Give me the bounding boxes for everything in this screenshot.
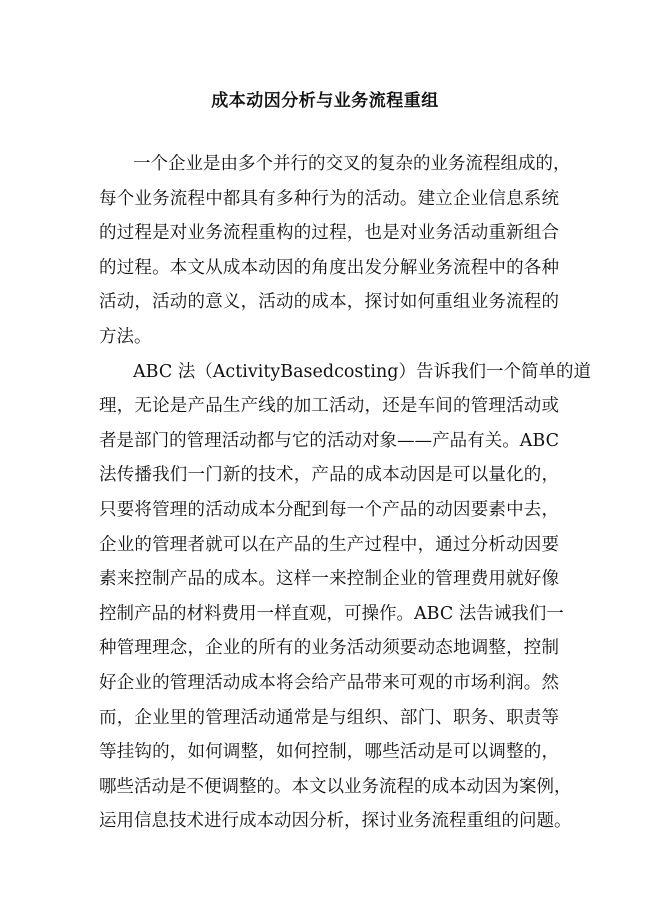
paragraph-line: 种管理理念，企业的所有的业务活动须要动态地调整，控制 [99, 638, 559, 659]
paragraph-line: 素来控制产品的成本。这样一来控制企业的管理费用就好像 [99, 569, 559, 590]
paragraph-line: 者是部门的管理活动都与它的活动对象——产品有关。ABC [99, 430, 559, 451]
paragraph-line: 好企业的管理活动成本将会给产品带来可观的市场利润。然 [99, 672, 559, 693]
paragraph-line: 等挂钩的，如何调整，如何控制，哪些活动是可以调整的， [99, 742, 559, 763]
paragraph-line: 的过程是对业务流程重构的过程，也是对业务活动重新组合 [99, 223, 559, 244]
document-body [99, 147, 591, 839]
paragraph-line: 一个企业是由多个并行的交叉的复杂的业务流程组成的， [133, 154, 571, 174]
paragraph-line: 的过程。本文从成本动因的角度出发分解业务流程中的各种 [99, 257, 559, 278]
paragraph-1 [99, 147, 571, 355]
paragraph-line: 而，企业里的管理活动通常是与组织、部门、职务、职责等 [99, 707, 559, 728]
paragraph-line: 只要将管理的活动成本分配到每一个产品的动因要素中去， [99, 499, 559, 520]
paragraph-line: 法传播我们一门新的技术，产品的成本动因是可以量化的， [99, 465, 559, 486]
paragraph-line: 理，无论是产品生产线的加工活动，还是车间的管理活动或 [99, 396, 559, 417]
paragraph-line: 运用信息技术进行成本动因分析，探讨业务流程重组的问题。 [99, 811, 572, 832]
paragraph-line: 控制产品的材料费用一样直观，可操作。ABC 法告诫我们一 [99, 603, 564, 624]
paragraph-line: 企业的管理者就可以在产品的生产过程中，通过分析动因要 [99, 534, 559, 555]
paragraph-line: 方法。 [99, 326, 152, 347]
paragraph-line: ABC 法（ActivityBasedcosting）告诉我们一个简单的道 [133, 361, 591, 382]
paragraph-2 [99, 355, 591, 839]
paragraph-line: 每个业务流程中都具有多种行为的活动。建立企业信息系统 [99, 188, 559, 209]
paragraph-line: 哪些活动是不便调整的。本文以业务流程的成本动因为案例， [99, 776, 572, 797]
document-title: 成本动因分析与业务流程重组 [211, 91, 439, 111]
paragraph-line: 活动，活动的意义，活动的成本，探讨如何重组业务流程的 [99, 292, 559, 313]
